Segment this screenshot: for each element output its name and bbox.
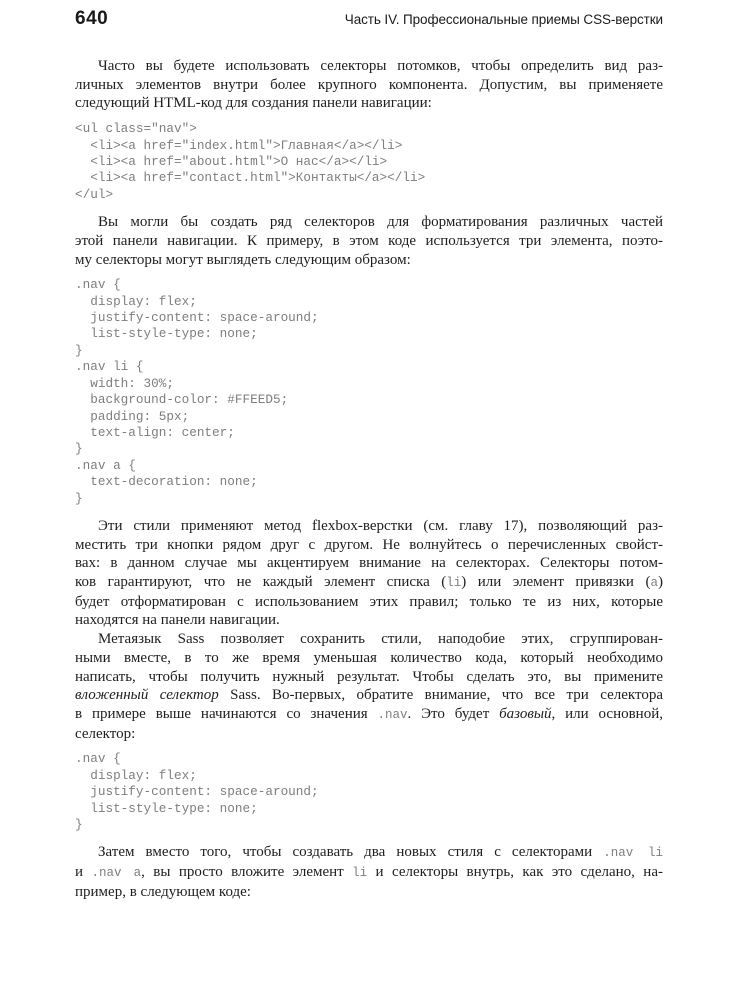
code-line: width: 30%;	[75, 375, 174, 391]
code-line: .nav {	[75, 751, 121, 767]
code-line: justify-content: space-around;	[75, 784, 319, 800]
code-line: </ul>	[75, 186, 114, 202]
paragraph-line	[75, 76, 663, 95]
body-text: селектор:	[75, 725, 136, 742]
paragraph-line	[75, 213, 663, 232]
inline-code: li	[446, 576, 462, 591]
paragraph	[75, 213, 663, 269]
paragraph-line	[75, 536, 663, 555]
paragraph-line	[75, 668, 663, 687]
code-line: .nav {	[75, 277, 121, 293]
body-text: находятся на панели навигации.	[75, 612, 280, 629]
body-text: будет отформатирован с использованием этих правил; только те из них, которые	[75, 593, 663, 610]
body-text: )	[657, 574, 663, 591]
body-text: написать, чтобы получить нужный результат. Чтобы сделать это, вы примените	[75, 668, 663, 685]
code-line: background-color: #FFEED5;	[75, 392, 289, 408]
paragraph-line	[75, 649, 663, 668]
inline-code: .nav a	[91, 866, 142, 881]
body-text: и селекторы внутрь, как это сделано, на-	[367, 864, 663, 881]
code-line: padding: 5px;	[75, 408, 190, 424]
inline-code: li	[352, 866, 368, 881]
code-line: .nav a {	[75, 457, 136, 473]
paragraph-line	[75, 94, 663, 113]
page-body	[75, 57, 663, 902]
code-line: text-decoration: none;	[75, 474, 258, 490]
paragraph-line	[75, 593, 663, 612]
paragraph-line	[75, 517, 663, 536]
body-text: вах: в данном случае мы акцентируем внимание на селекторах. Селекторы потом-	[75, 555, 663, 572]
paragraph-line	[75, 232, 663, 251]
italic-text: вложенный селектор	[75, 687, 219, 704]
paragraph-line	[75, 554, 663, 573]
body-text: этой панели навигации. К примеру, в этом коде используется три элемента, поэто-	[75, 232, 663, 249]
paragraph	[75, 57, 663, 113]
body-text: Затем вместо того, чтобы создавать два новых стиля с селекторами	[98, 844, 604, 861]
paragraph-line	[75, 57, 663, 76]
page-number: 640	[75, 8, 109, 29]
code-line: <li><a href="index.html">Главная</a></li>	[75, 137, 403, 153]
code-line: <li><a href="about.html">О нас</a></li>	[75, 153, 388, 169]
body-text: следующий HTML-код для создания панели навигации:	[75, 95, 432, 112]
code-line: <ul class="nav">	[75, 121, 197, 137]
body-text: ными вместе, в то же время уменьшая количество кода, который необходимо	[75, 649, 663, 666]
code-line: <li><a href="contact.html">Контакты</a></li>	[75, 170, 426, 186]
paragraph-line	[75, 863, 663, 883]
code-line: list-style-type: none;	[75, 800, 258, 816]
body-text: Метаязык Sass позволяет сохранить стили, наподобие этих, сгруппирован-	[98, 631, 663, 648]
body-text: и	[75, 864, 92, 881]
paragraph-line	[75, 883, 663, 902]
code-line: }	[75, 490, 83, 506]
body-text: Вы могли бы создать ряд селекторов для форматирования различных частей	[98, 214, 663, 231]
body-text: Sass. Во-первых, обратите внимание, что все три селектора	[218, 687, 663, 704]
paragraph	[75, 517, 663, 630]
body-text: , вы просто вложите элемент	[141, 864, 353, 881]
body-text: . Это будет	[407, 705, 500, 722]
inline-code: .nav	[377, 707, 408, 722]
italic-text: базовый	[499, 705, 552, 722]
running-head: Часть IV. Профессиональные приемы CSS-верстки	[344, 12, 663, 27]
inline-code: .nav li	[603, 846, 663, 861]
body-text: ков гарантируют, что не каждый элемент списка (	[75, 574, 447, 591]
code-block	[75, 121, 663, 203]
body-text: му селекторы могут выглядеть следующим образом:	[75, 251, 411, 268]
paragraph-line	[75, 686, 663, 705]
code-line: list-style-type: none;	[75, 326, 258, 342]
paragraph-line	[75, 251, 663, 270]
code-line: }	[75, 817, 83, 832]
body-text: пример, в следующем коде:	[75, 883, 251, 900]
body-text: , или основной,	[551, 705, 663, 722]
paragraph	[75, 630, 663, 743]
code-line: }	[75, 441, 83, 457]
body-text: Часто вы будете использовать селекторы потомков, чтобы определить вид раз-	[98, 58, 663, 74]
paragraph	[75, 843, 663, 901]
body-text: Эти стили применяют метод flexbox-верстки (см. главу 17), позволяющий раз-	[98, 517, 663, 534]
paragraph-line	[75, 630, 663, 649]
code-line: text-align: center;	[75, 424, 235, 440]
code-line: display: flex;	[75, 293, 197, 309]
paragraph-line	[75, 705, 663, 725]
paragraph-line	[75, 843, 663, 863]
paragraph-line	[75, 725, 663, 744]
page-header	[0, 0, 740, 30]
code-line: .nav li {	[75, 359, 144, 375]
body-text: местить три кнопки рядом друг с другом. Не волнуйтесь о перечисленных свойст-	[75, 536, 663, 553]
code-line: display: flex;	[75, 767, 197, 783]
code-line: }	[75, 342, 83, 358]
code-block	[75, 751, 663, 833]
body-text: личных элементов внутри более крупного компонента. Допустим, вы применяете	[75, 76, 663, 93]
body-text: в примере выше начинаются со значения	[75, 705, 378, 722]
paragraph-line	[75, 611, 663, 630]
inline-code: a	[650, 576, 658, 591]
code-block	[75, 277, 663, 507]
body-text: ) или элемент привязки (	[461, 574, 651, 591]
code-line: justify-content: space-around;	[75, 310, 319, 326]
paragraph-line	[75, 573, 663, 593]
